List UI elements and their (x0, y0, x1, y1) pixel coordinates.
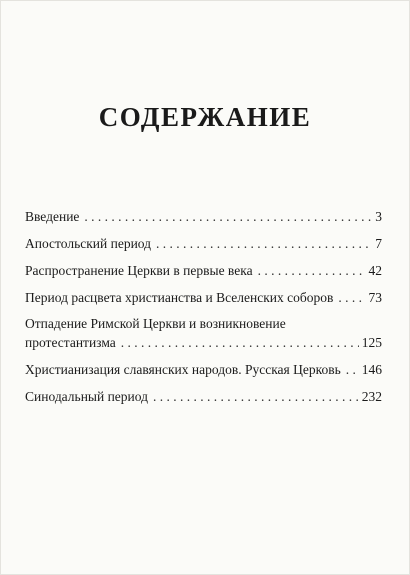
toc-entry-page: 42 (368, 263, 382, 278)
toc-entry-ecumenical-councils (25, 288, 382, 308)
toc-entry-page: 73 (368, 290, 382, 305)
dot-leader (346, 360, 359, 380)
toc-entry-page: 146 (361, 362, 382, 377)
toc-entry-apostolic-period (25, 234, 382, 254)
toc-entry-title: Апостольский период (25, 236, 152, 251)
toc-entry-page: 232 (361, 389, 382, 404)
toc-entry-page: 3 (375, 209, 382, 224)
table-of-contents (25, 207, 382, 414)
dot-leader (121, 333, 359, 353)
toc-entry-title-line2: протестантизма (25, 335, 116, 350)
toc-entry-title: Распространение Церкви в первые века (25, 263, 253, 278)
dot-leader (84, 207, 372, 227)
toc-entry-title: Период расцвета христианства и Вселенских соборов (25, 290, 334, 305)
dot-leader (153, 387, 359, 407)
toc-entry-page: 7 (375, 236, 382, 251)
toc-entry-roman-church (25, 315, 382, 353)
toc-entry-slavic-christianization (25, 360, 382, 380)
toc-entry-introduction (25, 207, 382, 227)
toc-entry-spread-of-church (25, 261, 382, 281)
toc-entry-title: Синодальный период (25, 389, 149, 404)
dot-leader (258, 261, 366, 281)
page-title: СОДЕРЖАНИЕ (98, 102, 312, 132)
toc-entry-title: Христианизация славянских народов. Русская Церковь (25, 362, 341, 377)
toc-entry-title: Введение (25, 209, 80, 224)
dot-leader (338, 288, 365, 308)
dot-leader (156, 234, 372, 254)
toc-entry-title-line1: Отпадение Римской Церкви и возникновение (25, 316, 286, 331)
toc-entry-synodal-period (25, 387, 382, 407)
toc-entry-page: 125 (361, 335, 382, 350)
